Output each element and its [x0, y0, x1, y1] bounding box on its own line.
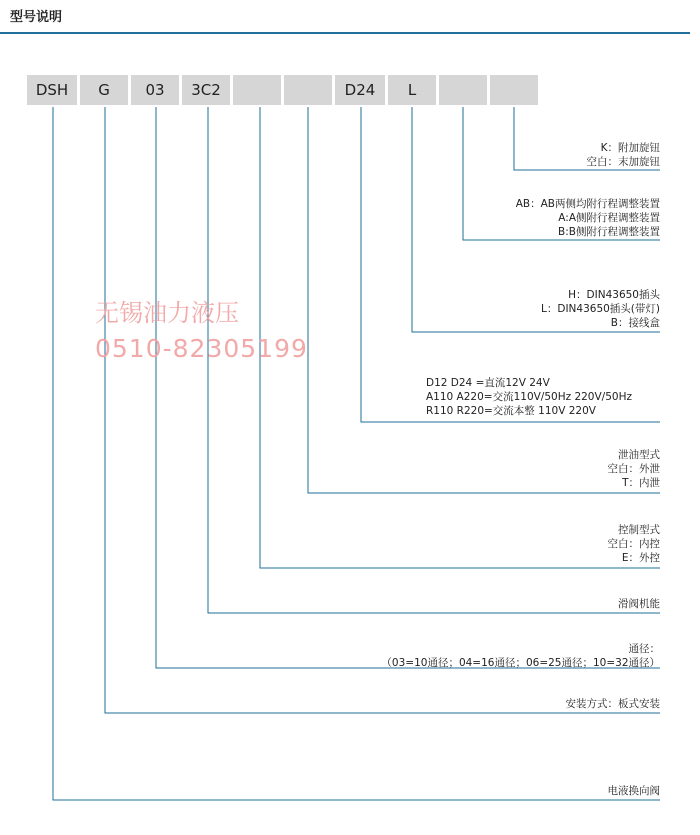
code-box-series: DSH — [27, 75, 77, 105]
desc-plug-line: L：DIN43650插头(带灯) — [541, 303, 660, 315]
desc-mount-line: 安装方式：板式安装 — [565, 698, 660, 710]
desc-spool-line: 滑阀机能 — [618, 598, 660, 610]
desc-voltage-line: R110 R220=交流本整 110V 220V — [426, 405, 596, 417]
desc-spool — [618, 597, 660, 611]
desc-valve — [608, 784, 661, 798]
desc-knob-line: K：附加旋钮 — [600, 142, 660, 154]
desc-size — [381, 642, 660, 670]
code-box-voltage: D24 — [335, 75, 385, 105]
desc-plug — [541, 288, 660, 330]
code-box-mounting: G — [80, 75, 128, 105]
desc-stroke-line: AB：AB两侧均附行程调整装置 — [515, 198, 660, 210]
desc-stroke-line: A:A侧附行程调整装置 — [558, 212, 660, 224]
desc-drain-line: 泄油型式 — [618, 449, 660, 461]
desc-pilot-line: 空白：内控 — [607, 538, 660, 550]
code-box-spool: 3C2 — [182, 75, 230, 105]
desc-voltage — [426, 376, 632, 418]
desc-pilot-line: E：外控 — [621, 552, 660, 564]
desc-mount — [566, 697, 661, 711]
desc-knob-line: 空白：末加旋钮 — [586, 156, 660, 168]
desc-pilot — [608, 523, 661, 565]
desc-knob — [587, 141, 661, 169]
desc-stroke-line: B:B侧附行程调整装置 — [558, 226, 660, 238]
desc-voltage-line: A110 A220=交流110V/50Hz 220V/50Hz — [426, 391, 632, 403]
desc-drain — [608, 448, 661, 490]
desc-size-line: 通径： — [628, 643, 660, 655]
desc-voltage-line: D12 D24 =直流12V 24V — [426, 377, 550, 389]
code-box-size: 03 — [131, 75, 179, 105]
desc-drain-line: T：内泄 — [622, 477, 660, 489]
watermark — [95, 295, 308, 367]
code-box-plug: L — [388, 75, 436, 105]
desc-drain-line: 空白：外泄 — [607, 463, 660, 475]
desc-plug-line: H：DIN43650插头 — [568, 289, 660, 301]
desc-stroke — [516, 197, 660, 239]
desc-valve-line: 电液换向阀 — [607, 785, 660, 797]
desc-pilot-line: 控制型式 — [618, 524, 660, 536]
watermark-phone: 0510-82305199 — [95, 334, 308, 363]
watermark-company: 无锡油力液压 — [95, 299, 239, 327]
desc-plug-line: B：接线盒 — [610, 317, 660, 329]
desc-size-line: （03=10通径；04=16通径；06=25通径；10=32通径） — [381, 657, 660, 669]
section-title: 型号说明 — [10, 10, 63, 25]
connector-pilot — [260, 107, 660, 568]
